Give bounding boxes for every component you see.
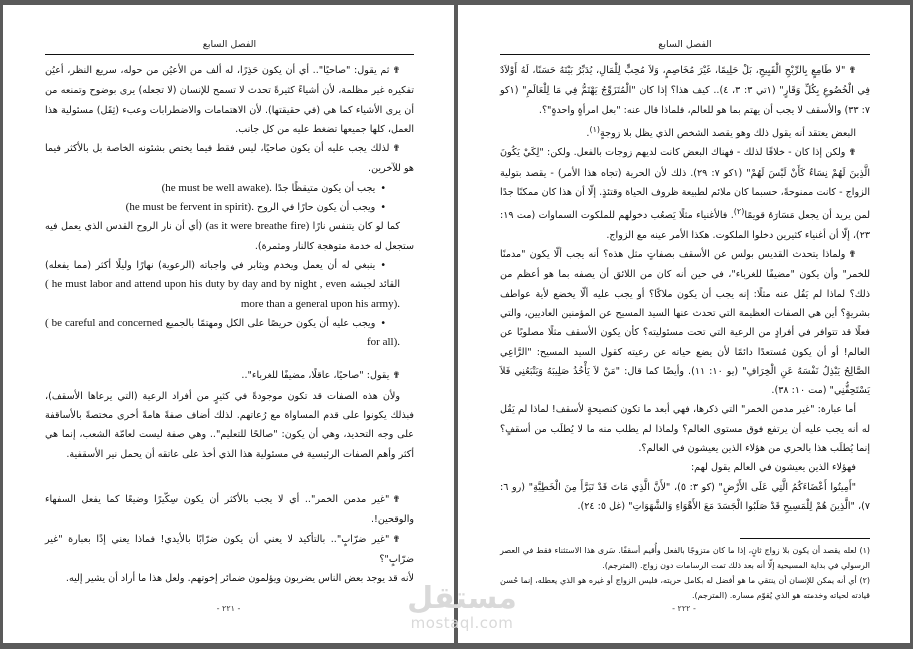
running-head: الفصل السابع bbox=[45, 39, 414, 55]
paragraph bbox=[45, 61, 414, 139]
bullet-arabic: ويجب عليه أن يكون حريصًا على الكل ومهتمًا بالجميع bbox=[165, 317, 376, 329]
paragraph-text: . فالأغنياء مثلًا يَصعُب دخولهم للملكوت السماوات (مت ١٩: ٢٣)، إلّا أن أغنياء كثيرين دخلوا الملكوت. هكذا الأمر عينه مع الزواج. bbox=[500, 210, 870, 241]
paragraph: لأنه قد يوجد بعض الناس يضربون ويؤلمون ضمائر إخوتهم. ولعل هذا ما أراد أن يشير إليه. bbox=[65, 573, 414, 585]
cross-icon: ✟ bbox=[392, 494, 400, 505]
paragraph-text: "لا طَامِعٍ بِالرِّبْحِ الْقَبِيحِ، بَلْ حَلِيمًا، غَيْرَ مُخَاصِمٍ، وَلاَ مُحِبٍّ لِلْمَالِ، يُدَبِّرُ بَيْتَهُ حَسَنًا، لَهُ أَوْلاَدٌ فِي الْخُضُوعِ بِكُلِّ وَقَارٍ" (١تي ٣: ٣، ٤).. كيف هذا؟ إذا كان "الْمُتَزَوِّجُ يَهْتَمُّ فِي مَا لِلْعَالَمِ" (١كو ٧: ٣٣) والأسقف لا يجب أن يهتم بما هو للعالم، فلماذا قال عنه: "بعل امرأةٍ واحدةٍ"؟. bbox=[500, 65, 870, 116]
paragraph bbox=[500, 143, 870, 245]
page-content bbox=[45, 39, 414, 643]
page-content bbox=[500, 39, 870, 643]
bullet-item bbox=[45, 314, 414, 353]
cross-icon: ✟ bbox=[392, 534, 400, 545]
cross-icon: ✟ bbox=[848, 66, 856, 76]
cross-icon: ✟ bbox=[848, 148, 856, 159]
bullet-english: (he must be fervent in spirit). bbox=[125, 201, 254, 214]
paragraph: أما عبارة: "غير مدمن الخمر" التي ذكرها، فهي أبعد ما تكون كنصيحةٍ لأسقف! لماذا لم يَقُل له أنه يجب عليه أن يرتفع فوق مستوى العالم؟ ولماذا لم يطلب منه ما لا يُطلَب من أسقفٍ؟ إنما يُطلَب هذا بالحري من هؤلاء الذين يعيشون في العالم؟. bbox=[500, 404, 870, 455]
bullet-english: ( he must labor and attend upon his duty by day and by night , even more than a general upon his army). bbox=[45, 278, 400, 310]
paragraph: البعض يعتقد أنه يقول ذلك وهو يقصد الشخص الذي يظل بلا زوجةٍ$^{(١)}$. bbox=[586, 124, 856, 140]
footnote: (٢) أي أنه يمكن للإنسان أن ينتقي ما هو أفضل له بكامل حريته، فليس الزواج أو غيره هو الذي يعطله، إنما حُسن قيادته لحياته وخدمته هو الذي يُقوّم مساره. (المترجم). bbox=[500, 576, 870, 601]
cross-icon: ✟ bbox=[848, 250, 856, 261]
body-text bbox=[500, 61, 870, 516]
paragraph: فهؤلاء الذين يعيشون في العالم يقول لهم: bbox=[690, 462, 856, 474]
running-head: الفصل السابع bbox=[500, 39, 870, 55]
paragraph-text: ولكن إذا كان - خلافًا لذلك - فهناك البعض كانت لديهم زوجات بالفعل. ولكن: "لِكَيْ يَكُونَ الَّذِينَ لَهُمْ نِسَاءٌ كَأَنْ لَيْسَ لَهُمْ" (١كو ٧: ٢٩). ذلك لأن الحرية (تجاه هذا الأمر) - يقصد بتولية الزواج - كانت ممنوحةً، حسبما كان ملائم لطبيعة ظروف الحياة وقتئذٍ. إلّا أن هذا كان ممكنًا جدًا لمن يريد أن يجعل مَسَارَهُ قويمًا bbox=[500, 147, 870, 222]
paragraph-text: لذلك يجب عليه أن يكون صاحيًا، ليس فقط فيما يختص بشئونه الخاصة بل بالأكثر فيما هو للآخرين. bbox=[45, 143, 414, 175]
bullet-item bbox=[45, 179, 414, 198]
spacer bbox=[45, 464, 414, 490]
watermark-arabic: مستقل bbox=[407, 581, 517, 616]
bullet-arabic: ويجب أن يكون حارًا في الروح bbox=[257, 202, 376, 214]
paragraph-text: "غير مدمن الخمر".. أي لا يجب بالأكثر أن يكون سِكّيرًا وضيعًا كما يفعل السفهاء والوقحين!. bbox=[45, 493, 414, 526]
english-quote: (as it were breathe fire) bbox=[205, 220, 310, 233]
page-number: - ٢٢١ - bbox=[216, 604, 241, 613]
bullet-arabic: يجب أن يكون متيقظًا جدًا bbox=[274, 182, 376, 194]
paragraph-text: (أي أن نار الروح القدس الذي يعمل فيه ستجعل له خدمة متوهجة كالنار ومثمرة). bbox=[45, 221, 414, 252]
cross-icon: ✟ bbox=[392, 66, 400, 76]
paragraph-text: البعض يعتقد أنه يقول ذلك وهو يقصد الشخص الذي يظل بلا زوجةٍ bbox=[600, 128, 856, 140]
cross-icon: ✟ bbox=[392, 144, 400, 155]
footnote: (١) لعله يقصد أن يكون بلا زواج ثانٍ، إذا ما كان متزوجًا بالفعل وأُقيم أسقفًا. سَرى هذا الاستثناء فقط في العصر الرسولي في بداية المسيحية إلّا أنه بعد ذلك تمت الرسامات دون زواج. (المترجم). bbox=[500, 546, 870, 571]
footnote-divider bbox=[740, 538, 870, 539]
cross-icon: ✟ bbox=[392, 371, 400, 382]
body-text bbox=[45, 61, 414, 588]
paragraph bbox=[45, 139, 414, 179]
paragraph-text: كما لو كان يتنفس نارًا bbox=[312, 221, 400, 233]
paragraph: ولأن هذه الصفات قد تكون موجودةً في كثيرٍ من أفراد الرعية (التي يرعاها الأسقف)، فبذلك يكونوا على قدم المساواة مع رُعاتهم. لذلك أضاف صفةً هامةً أخرى مختصةً بالأساقفة على وجه التحديد، وهي أن يكون: "صالحًا للتعليم".. وهي صفة ليست لعامّة الشعب، إنما هي أكثر وأهم الصفات الرئيسية في مسئولية هذا الذي أخذ على عاتقه أن يحمل نير الأسقفية. bbox=[45, 390, 414, 460]
page-222 bbox=[458, 5, 910, 643]
bullet-english: ( be careful and concerned for all). bbox=[45, 316, 400, 349]
watermark-latin: mostaql.com bbox=[410, 614, 514, 632]
page-221 bbox=[3, 5, 454, 643]
paragraph-text: ولماذا يتحدث القديس بولس عن الأسقف بصفاتٍ مثل هذه؟ أنه يجب ألّا يكون "مدمنًا للخمر" وأن يكون "مضيفًا للغرباء"، في حين أنه كان من اللائق أن يصفه بما هو أعظم من ذلك؟ لماذا لم يَقُل عنه مثلًا: إنه يجب أن يكون ملاكًا؟ أو يجب عليه ألّا يخضع لأية عواطف بشريةٍ؟ أين هي الصفات العظيمة التي تحدث عنها السيد المسيح عن المؤمنين العاديين، والتي فعلًا قد تتوافر في أفرادٍ من الرعية التي تحت مسئوليته؟ كأن يكون الأسقف مثلًا مصلوبًا عن العالم! أو أن يكون مُستعدًا دائمًا لأن يضع حياته عن رعيته كقول السيد المسيح: "الرَّاعِي الصَّالِحُ يَبْذِلُ نَفْسَهُ عَنِ الْخِرَافِ" (يو ١٠: ١١). وأيضًا كما قال: "مَنْ لاَ يَأْخُذُ صَلِيبَهُ وَيَتْبَعُنِي فَلاَ يَسْتَحِقُّنِي" (مت ١٠: ٣٨). bbox=[500, 249, 870, 397]
paragraph bbox=[45, 530, 414, 570]
scripture-quote: "أَمِيتُوا أَعْضَاءَكُمُ الَّتِي عَلَى الأَرْضِ" (كو ٣: ٥)، "لأَنَّ الَّذِي مَاتَ قَدْ تَبَرَّأَ مِنَ الْخَطِيَّةِ" (رو ٦: ٧)، "الَّذِينَ هُمْ لِلْمَسِيحِ قَدْ صَلَبُوا الْجَسَدَ مَعَ الأَهْوَاءِ وَالشَّهَوَاتِ" (غل ٥: ٢٤). bbox=[500, 481, 870, 512]
footnotes bbox=[500, 543, 870, 603]
bullet-item bbox=[45, 256, 414, 314]
paragraph bbox=[500, 61, 870, 120]
footnote-ref[interactable]: (١) bbox=[589, 124, 600, 134]
paragraph bbox=[45, 217, 414, 256]
paragraph-text: "غير ضرّابٍ".. بالتأكيد لا يعني أن يكون ضرّابًا بالأيدي! فماذا يعني إذًا بعبارة "غير ضرّابٍ"؟ bbox=[45, 533, 414, 565]
paragraph bbox=[500, 245, 870, 400]
bullet-english: (he must be well awake). bbox=[161, 181, 272, 194]
paragraph-text: يقول: "صاحيًا، عاقلًا، مضيفًا للغرباء".. bbox=[241, 370, 390, 382]
footnote-ref[interactable]: (٢) bbox=[733, 207, 745, 217]
bullet-item bbox=[45, 198, 414, 217]
paragraph bbox=[45, 366, 414, 386]
spacer bbox=[45, 352, 414, 366]
paragraph bbox=[45, 490, 414, 530]
paragraph-text: ثم يقول: "صاحيًا".. أي أن يكون حَذِرًا، له ألف من الأعيُن من حوله، سريع النظر، أعيُن تفكيره غير مظلمة، لأن أشياءً كثيرةً تحدث لا تسمح للإنسان (لا تجعله) يرى بوضوح وتمنعه من أن يرى الأشياء كما هي (في حقيقتها). لأن الاهتمامات والاضطرابات وعبء (ثِقَل) مسئولية هذا العمل، كلها جميعها تضغط عليه من كل جانب. bbox=[45, 65, 414, 135]
bullet-arabic: ينبغي له أن يعمل ويخدم ويثابر في واجباته (الرعوية) نهارًا وليلًا أكثر (مما يفعله) القائد لجيشه bbox=[45, 259, 400, 291]
page-number: - ٢٢٢ - bbox=[672, 604, 696, 613]
